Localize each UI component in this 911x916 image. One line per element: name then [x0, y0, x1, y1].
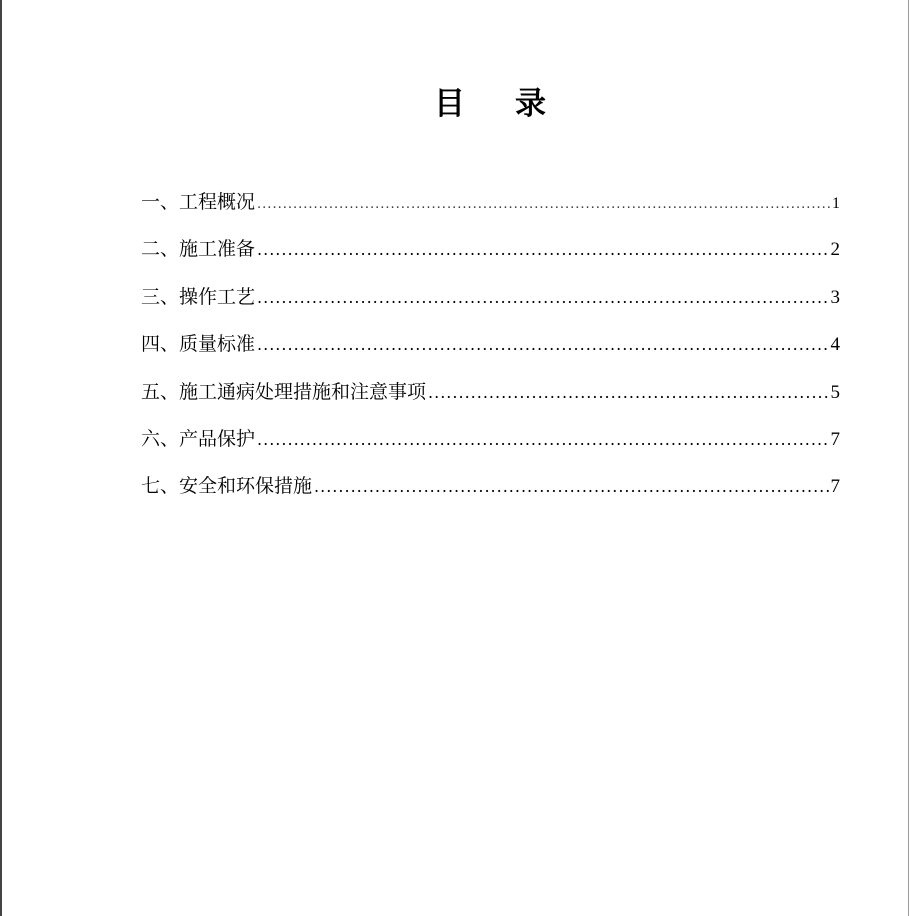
toc-entry-6[interactable]: [141, 421, 840, 468]
toc-entry-separator: 、: [160, 427, 180, 450]
toc-entry-number: 六: [141, 427, 161, 450]
toc-entry-1[interactable]: [141, 184, 840, 231]
toc-entry-page: 1: [832, 195, 840, 212]
toc-entry-3[interactable]: [141, 279, 840, 326]
title-char-1: 目: [434, 86, 465, 122]
toc-entry-separator: 、: [160, 380, 180, 403]
toc-entry-5[interactable]: [141, 374, 840, 421]
toc-dot-leader: [257, 232, 828, 268]
toc-entry-separator: 、: [160, 475, 180, 498]
toc-entry-7[interactable]: [141, 468, 840, 515]
toc-entry-4[interactable]: [141, 326, 840, 373]
table-of-contents: [141, 184, 840, 516]
toc-entry-label: 施工准备: [179, 238, 256, 261]
toc-dot-leader: [257, 187, 830, 223]
toc-entry-label: 安全和环保措施: [179, 475, 313, 498]
page-title: [2, 84, 908, 124]
toc-entry-page: 2: [830, 239, 840, 261]
toc-entry-label: 操作工艺: [179, 285, 256, 308]
toc-entry-page: 4: [830, 334, 840, 356]
toc-entry-separator: 、: [160, 285, 180, 308]
toc-entry-number: 五: [141, 380, 161, 403]
toc-entry-page: 7: [830, 428, 840, 450]
toc-entry-label: 质量标准: [179, 333, 256, 356]
toc-entry-label: 施工通病处理措施和注意事项: [179, 380, 427, 403]
toc-entry-page: 3: [830, 286, 840, 308]
toc-dot-leader: [314, 469, 828, 505]
toc-entry-separator: 、: [160, 238, 180, 261]
toc-entry-number: 二: [141, 238, 161, 261]
toc-entry-number: 七: [141, 475, 161, 498]
toc-entry-separator: 、: [160, 191, 180, 213]
toc-entry-2[interactable]: [141, 231, 840, 278]
title-char-2: 录: [515, 86, 546, 122]
toc-entry-page: 7: [830, 476, 840, 498]
toc-dot-leader: [257, 280, 828, 316]
toc-entry-number: 一: [141, 191, 161, 213]
toc-entry-number: 三: [141, 285, 161, 308]
toc-entry-separator: 、: [160, 333, 180, 356]
toc-entry-number: 四: [141, 333, 161, 356]
toc-dot-leader: [428, 375, 828, 411]
toc-entry-label: 产品保护: [179, 427, 256, 450]
toc-entry-label: 工程概况: [179, 191, 256, 213]
toc-entry-page: 5: [830, 381, 840, 403]
toc-dot-leader: [257, 422, 828, 458]
toc-dot-leader: [257, 327, 828, 363]
